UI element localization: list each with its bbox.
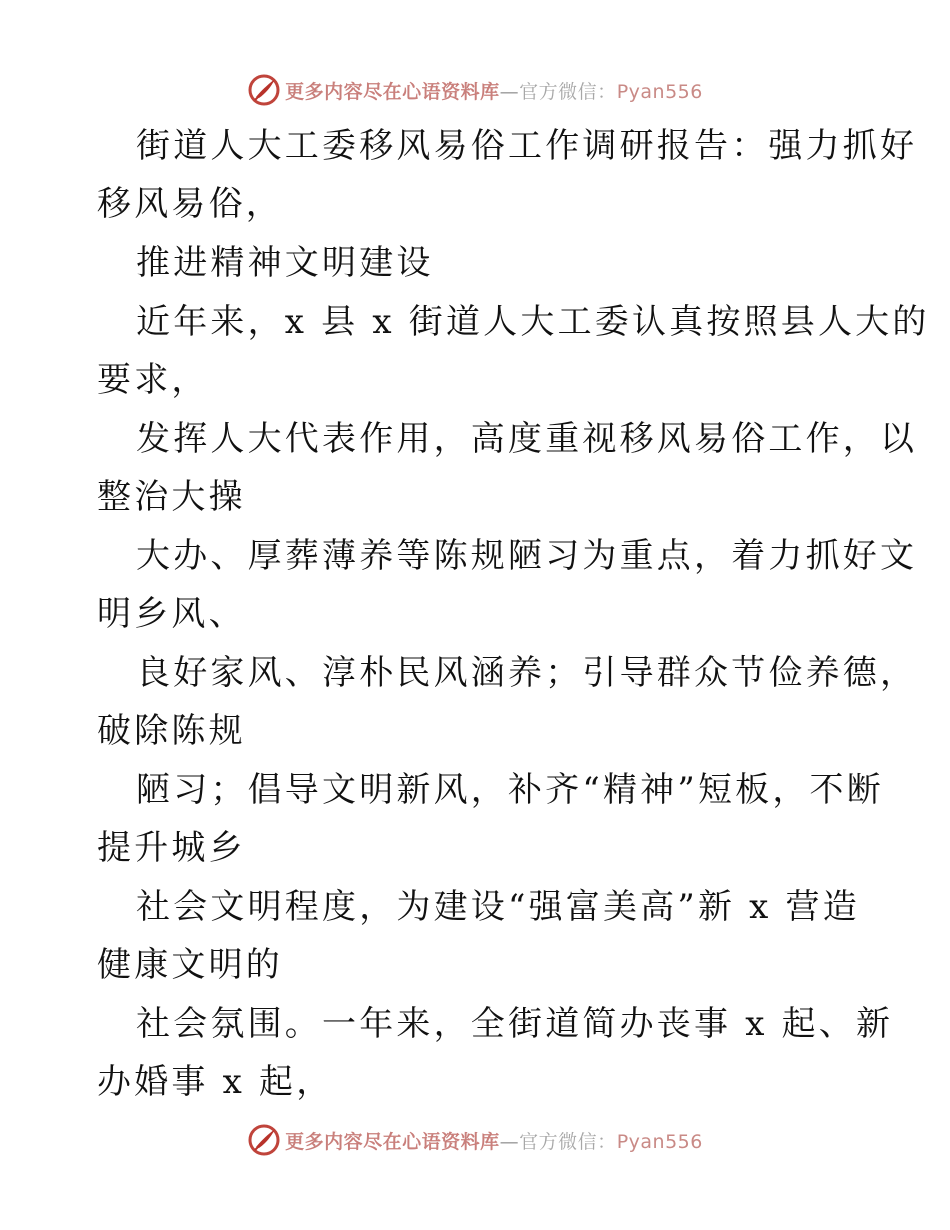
doc-line-cont: 整治大操 (97, 477, 246, 517)
doc-line-subtitle: 推进精神文明建设 (136, 243, 434, 283)
banner-wechat-label: 官方微信： (519, 1130, 617, 1153)
banner-account: Pyan556 (616, 80, 703, 103)
banner-wechat-label: 官方微信： (519, 80, 617, 103)
doc-line-cont: 破除陈规 (97, 711, 246, 751)
doc-line-title: 街道人大工委移风易俗工作调研报告：强力抓好 (136, 126, 918, 166)
quill-logo-icon (247, 73, 281, 107)
quill-logo-icon (247, 1123, 281, 1157)
banner-lead-text: 更多内容尽在心语资料库 (285, 1130, 500, 1153)
banner-separator: — (499, 1130, 520, 1153)
doc-line: 社会文明程度，为建设“强富美高”新 x 营造 (136, 887, 860, 927)
banner-text (285, 77, 703, 104)
doc-line-title-cont: 移风易俗， (97, 184, 283, 224)
doc-line: 发挥人大代表作用，高度重视移风易俗工作，以 (136, 419, 918, 459)
doc-line-cont: 提升城乡 (97, 828, 246, 868)
doc-line-cont: 办婚事 x 起， (97, 1062, 334, 1102)
doc-line-cont: 明乡风、 (97, 594, 246, 634)
doc-line: 社会氛围。一年来，全街道简办丧事 x 起、新 (136, 1004, 894, 1044)
footer-banner (0, 1120, 950, 1160)
doc-line: 近年来，x 县 x 街道人大工委认真按照县人大的 (136, 302, 930, 342)
banner-lead-text: 更多内容尽在心语资料库 (285, 80, 500, 103)
doc-line-cont: 要求， (97, 360, 209, 400)
doc-line-cont: 健康文明的 (97, 945, 283, 985)
doc-line: 陋习；倡导文明新风，补齐“精神”短板，不断 (136, 770, 884, 810)
doc-line: 良好家风、淳朴民风涵养；引导群众节俭养德， (136, 653, 918, 693)
header-banner (0, 70, 950, 110)
doc-line: 大办、厚葬薄养等陈规陋习为重点，着力抓好文 (136, 536, 918, 576)
banner-text (285, 1127, 703, 1154)
banner-account: Pyan556 (616, 1130, 703, 1153)
banner-separator: — (499, 80, 520, 103)
